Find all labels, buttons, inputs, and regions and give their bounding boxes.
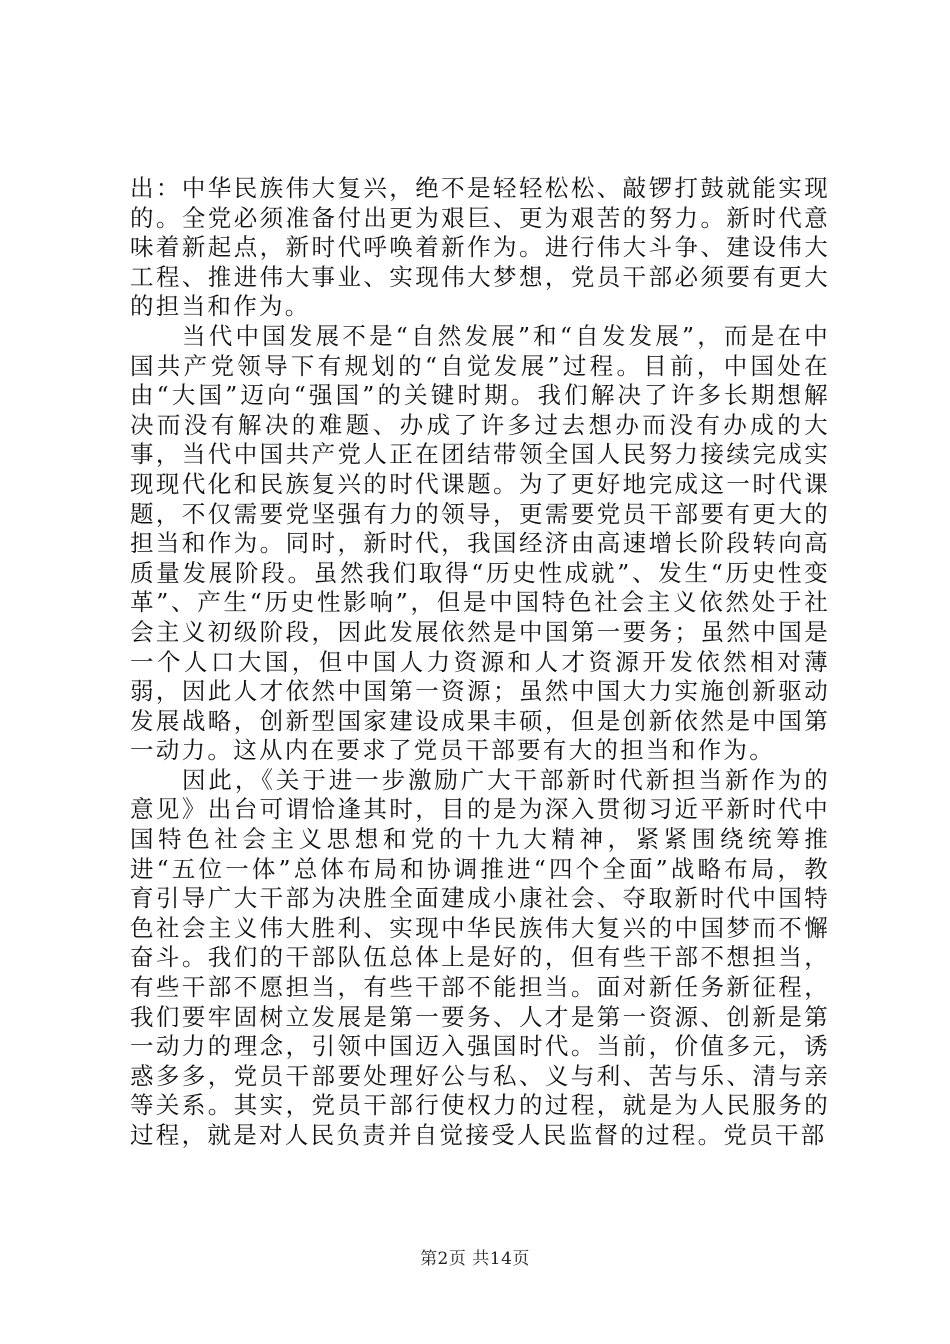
paragraph-2: 当代中国发展不是“自然发展”和“自发发展”，而是在中国共产党领导下有规划的“自觉发展”过程。目前，中国处在由“大国”迈向“强国”的关键时期。我们解决了许多长期想解决而没有解决的难题、办成了许多过去想办而没有办成的大事，当代中国共产党人正在团结带领全国人民努力接续完成实现现代化和民族复兴的时代课题。为了更好地完成这一时代课题，不仅需要党坚强有力的领导，更需要党员干部要有更大的担当和作为。同时，新时代，我国经济由高速增长阶段转向高质量发展阶段。虽然我们取得“历史性成就”、发生“历史性变革”、产生“历史性影响”，但是中国特色社会主义依然处于社会主义初级阶段，因此发展依然是中国第一要务；虽然中国是一个人口大国，但中国人力资源和人才资源开发依然相对薄弱，因此人才依然中国第一资源；虽然中国大力实施创新驱动发展战略，创新型国家建设成果丰硕，但是创新依然是中国第一动力。这从内在要求了党员干部要有大的担当和作为。 [130, 321, 830, 765]
paragraph-1: 出：中华民族伟大复兴，绝不是轻轻松松、敲锣打鼓就能实现的。全党必须准备付出更为艰巨、更为艰苦的努力。新时代意味着新起点，新时代呼唤着新作为。进行伟大斗争、建设伟大工程、推进伟大事业、实现伟大梦想，党员干部必须要有更大的担当和作为。 [130, 174, 830, 321]
page-footer: 第2页 共14页 [420, 1249, 530, 1269]
paragraph-3: 因此，《关于进一步激励广大干部新时代新担当新作为的意见》出台可谓恰逢其时，目的是为深入贯彻习近平新时代中国特色社会主义思想和党的十九大精神，紧紧围绕统筹推进“五位一体”总体布局和协调推进“四个全面”战略布局，教育引导广大干部为决胜全面建成小康社会、夺取新时代中国特色社会主义伟大胜利、实现中华民族伟大复兴的中国梦而不懈奋斗。我们的干部队伍总体上是好的，但有些干部不想担当，有些干部不愿担当，有些干部不能担当。面对新任务新征程，我们要牢固树立发展是第一要务、人才是第一资源、创新是第一动力的理念，引领中国迈入强国时代。当前，价值多元，诱惑多多，党员干部要处理好公与私、义与利、苦与乐、清与亲等关系。其实，党员干部行使权力的过程，就是为人民服务的过程，就是对人民负责并自觉接受人民监督的过程。党员干部 [130, 765, 830, 1149]
body-text [130, 174, 830, 1151]
